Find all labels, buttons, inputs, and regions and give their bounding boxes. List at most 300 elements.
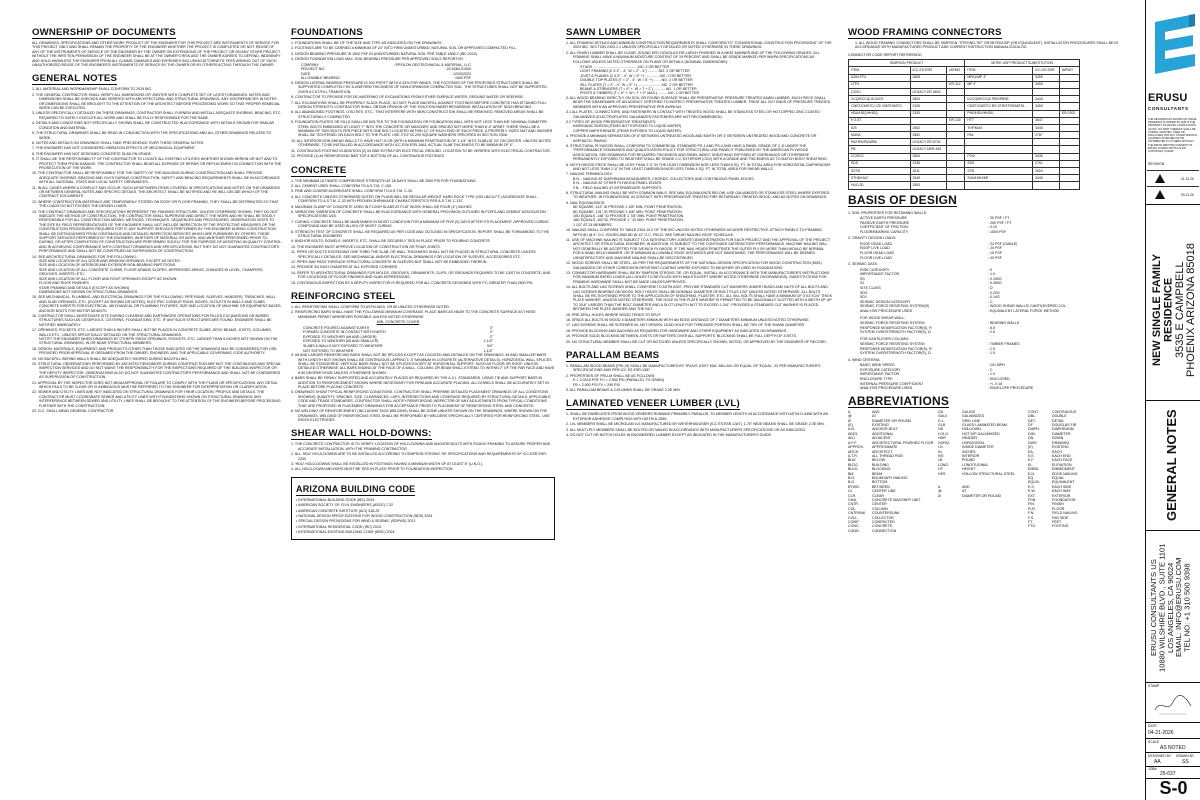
abbreviation-code: E.S. [1028,484,1035,489]
basis-key: SEISMIC FORCE RESISTING SYSTEM [860,320,925,325]
row-value: : 1500 PSF [453,76,471,81]
table-row [849,146,1080,153]
basis-value: : WOOD SHEAR WALLS/ CANTILEVERED COL. [988,304,1067,309]
abbreviation-code: DET. [1028,418,1036,423]
abbreviation-meaning: HORIZONTAL [962,440,985,445]
note-item: 5. DRAWINGS SHOW TYPICAL REINFORCING CONDITIONS. CONTRACTOR SHALL PREPARE DETAILED PLACEMENT DRAWINGS OF ALL CONDITIONS SHOWING QUANTITY, SPACING, SIZE, CLEARANCES, LAPS, INTERSECTIONS AND COVERAGE REQUIRED BY STRUCTURAL DETAILS, APPLICABLE CODE AND TRADE STANDARDS. CONTRACTOR SHALL NOTIFY REINFORCING INSPECTOR OF ANY ADJUSTMENTS FROM TYPICAL CONDITIONS THAT ARE PROPOSED IN PLACEMENT DRAWINGS FOR ACCEPTANCE PRIOR TO PLACEMENT OF REINFORCING STEEL AND CONCRETE. [291,390,551,408]
note-item: 1. ALL MATERIAL AND WORKMANSHIP SHALL CONFORM TO 2024 IBC. [32,87,153,92]
note-item: 3. UNLESS SPECIFICALLY DETAILED ON THESE DRAWINGS, CONTRACTOR SHALL FURNISH AND INSTALL ADEQUATE SHORING, BRACING, ETC. REQUIRED TO SAFELY EXECUTE ALL WORK AND SHALL BE FULLY RESPONSIBLE FOR THE SAME. [32,111,282,120]
table-cell: 3445 [1033,124,1060,131]
table-cell: 2105 [910,103,947,110]
table-row [849,117,1080,124]
table-row [849,160,1080,167]
row-key: SLABS & WALLS NOT EXPOSED TO WEATHER [303,344,383,349]
abbreviation-meaning: COLUMN [872,506,888,511]
abbreviation-code: EMBD. [1028,467,1040,472]
abbreviation-meaning: FIELD NAILING [1052,511,1078,516]
basis-row [848,256,1078,261]
abbreviation-meaning: DETAIL [1052,418,1065,423]
connector-rows [849,74,1080,189]
project-address: 3535 E CAMPBELL [1173,261,1186,359]
table-cell: HUC/JD [849,182,911,189]
basis-section-title: FOR CANTILEVER COLUMN: [860,336,909,341]
table-cell: SDS [965,160,1033,167]
abbreviation-code [938,529,958,533]
sheet-title: GENERAL NOTES [1164,409,1179,521]
note-item: 3. FINE AND COARSE AGGREGATE SHALL CONFORM TO A.S.T.M. C-33. [291,189,413,194]
abbreviation-meaning: CENTER LINE [872,489,896,494]
basis-key: SITE CLASS [860,285,881,290]
note-item: 1. FOUNDATIONS SHALL BE OF THE SIZE AND TYPE AS INDICATED ON THE DRAWINGS. [291,41,443,45]
table-cell: 2604 [1033,168,1060,175]
abbreviation-meaning: BUILDING [872,462,889,467]
table-cell: 3445 [1033,175,1060,182]
note-item: 3.1 ALL PLATES, CONNECTORS, AND FASTENERS IN CONTACT WITH TREATED WOOD SHALL BE STAINLESS STEEL OR HOT-DIPPED ZINC COATED GALVANIZED (ELECTROPLATED GALVANIZED FASTENERS ARE NOT RECOMMENDED). [566,110,820,119]
sheet-number: S-0 [1159,778,1188,798]
revision-row [1147,186,1199,203]
stamp-label: STAMP [1148,684,1160,688]
lumber-grade-row: BEAMS & STRINGERS (T = 5" +, W > T + 2") ............NO. 1 OR BETTER [580,87,697,92]
abbreviation-meaning: HEIGHT [962,467,976,472]
basis-key: ROOF LIVE LOAD [860,246,890,251]
abbreviation-code: @ [938,489,942,494]
abbreviations-grid [848,410,1138,533]
note-item: 6. VIBRATION: VIBRATION OF CONCRETE SHALL BE IN ACCORDANCE WITH GENERAL PROVISION OUTLINED IN PORTLAND CEMENT ASSOCIATION SPECIFICATIONS 3/18. [291,209,546,219]
abbreviation-code: HDR [938,436,946,441]
row-value: 1-1/2" [483,348,493,353]
basis-row [848,230,1078,235]
table-cell [965,146,1033,153]
connector-head-simpson: SIMPSON PRODUCT [849,60,965,67]
abbreviation-code: B.N. [848,475,855,480]
abbreviation-code: BLDG. [848,462,859,467]
building-code-heading: ARIZONA BUILDING CODE [296,483,416,494]
table-cell: 2604 [910,153,947,160]
abbreviation-code: E.W. [1028,489,1036,494]
row-key: ALLOWABLE BEARING [301,76,340,81]
lumber-grade-row: DOUBLE TOP PLATES (T = 2" - 4", W = 5" +) ........NO. 2 OR BETTER [580,78,693,83]
table-cell: CMST/CMSTC/ CS/ CMST/MSTC [849,103,911,110]
note-item: 2. FOOTINGS ARE TO BE CARRIED A MINIMUM OF 24" INTO FIRM UNDISTURBED, NATURAL SOIL OR APPROVED COMPACTED FILL. [291,46,517,51]
abbreviation-code: CLR. [848,493,857,498]
abbreviation-code: COLL. [848,515,859,520]
table-cell: PHD/HDU/HHDU [965,110,1033,117]
basis-key: SD1 [860,295,867,300]
abbreviation-code: DIAPH. [1028,427,1040,432]
abbreviation-code: H.D.G. [938,431,949,436]
abbreviation-code: HT. [938,467,944,472]
table-cell [947,175,965,182]
basis-key: EXPOSURE CATEGORY [860,367,901,372]
table-cell: ER-112 [947,81,965,88]
abbreviation-code: CL [848,489,853,494]
parallam-list [566,364,832,392]
abbreviation-meaning: DRAWING [1052,440,1070,445]
column-2 [291,22,555,794]
table-cell: PB [849,146,911,153]
table-row [849,74,1080,81]
basis-row [848,386,1078,391]
abbreviation-code: @ [848,414,852,419]
basis-key: SEISMIC FORCE RESISTING SYSTEM(S) [860,304,930,309]
note-item: • AMERICAN SOCIETY OF CIVIL ENGINEERS (ASCE) 7-22 [296,503,394,508]
table-cell: 2330 [910,110,947,117]
abbreviation-meaning: EXISTING [1052,445,1069,450]
table-cell [910,81,947,88]
abbreviation-meaning: EACH SIDE [1052,484,1072,489]
holdown-list [291,442,555,471]
row-key: CONCRETE POURED AGAINST EARTH [303,325,370,330]
abbreviation-meaning: AT [872,414,877,419]
table-row [849,88,1080,95]
note-item: 21. APPROVAL BY THE INSPECTOR DOES NOT MEAN APPROVAL OF FAILURE TO COMPLY WITH THE PLANS OR SPECIFICATIONS. ANY DETAIL WHICH FAILS TO BE CLEAR OR IS AMBIGUOUS MUST BE REFERRED TO THE ENGINEER FOR INTERPRETATION OR CLARIFICATION. [32,380,278,390]
row-key: COMPANY [301,62,319,67]
abbreviation-code: E.F. [1028,458,1035,463]
abbreviation-code: EL. [1028,462,1034,467]
sawn-lumber-heading: SAWN LUMBER [566,27,641,38]
abbreviation-meaning: DIAMETER OR ROUND [962,493,1002,498]
abbreviation-code: BLW [848,458,856,463]
note-item: 10. THE CONTRACTOR SHALL BE RESPONSIBLE FOR THE SAFETY OF THE BUILDING DURING CONSTRUCTION AND SHALL PROVIDE ADEQUATE SHORING, BRACING AND GUYS DURING CONSTRUCTION. SAFETY AND BRACING REQUIREMENTS SHALL BE IN ACCORDANCE WITH ALL NATIONAL, STATE AND LOCAL SAFETY ORDINANCES. [32,171,280,185]
abbreviation-code: FDN [1028,497,1036,502]
abbreviation-meaning: FOOTING [1052,524,1069,529]
basis-value: : ENCLOSED [988,377,1010,382]
scale-value: AS NOTED [1160,745,1186,751]
abbreviation-meaning: ADJACENT [872,436,891,441]
note-item: 2. THE GENERAL CONTRACTOR SHALL VERIFY ALL DIMENSIONS OR JOINTER WITH COMPLETE SET OF LATEST DRAWINGS, NOTES AND DIMENSIONS SHALL BE CHECKED AND VERIFIED WITH ARCHITECTURAL AND STRUCTURAL DRAWINGS. ANY DISCREPANCIES IN NOTES OR DIMENSIONS SHALL BE BROUGHT TO THE ATTENTION OF THE ARCHITECT BEFORE PROCEEDING WORK SO THAT PROPER REMEDIAL WORK CAN BE EXECUTED. [32,92,281,111]
basis-value: : 101 MPH [988,363,1005,368]
abbreviation-code: HORIZ. [938,440,951,445]
table-cell [947,124,965,131]
note-item: 14. ALL BOLTS AND LAG SCREWS SHALL CONFORM TO ASTM A307. PROVIDE STANDARD CUT WASHERS UNDER HEADS AND NUTS OF ALL BOLTS AND LAG SCREWS BEARING ON WOOD. BOLT HOLES SHALL BE NOMINAL DIAMETER OF BOLT PLUS 1/32" UNLESS NOTED OTHERWISE. ALL BOLTS SHALL BE RE-TIGHTENED PRIOR TO THE APPLICATION OF SHEATHING, PLASTER, ETC. ALL SILL BOLTS SHALL HAVE A MINIMUM OF 3"X3"X1/4" THICK PLATE WASHER. UNLESS NOTED OTHERWISE, THE HOLE IN THE PLATE WASHER IS PERMITTED TO BE DIAGONALLY SLOTTED WITH A WIDTH OF UP TO 3/16" LARGER THAN THE BOLT DIAMETER AND A SLOT LENGTH NOT TO EXCEED 1-3/4", PROVIDED A STANDARD CUT WASHER IS PLACED BETWEEN THE PLATE WASHER AND THE NUT. [566,285,832,312]
note-item: 11. CONTINUOUS FOOTING IN ADDITION (2) #4 BAR EXTRA FOR ELECTRICAL GROUND. LOCATION TO BE VERIFIED WITH ELECTRICAL CONTRACTOR. [291,148,551,153]
table-cell: 2236 [910,160,947,167]
abbreviation-meaning: INCHES [962,449,976,454]
sawn-lumber-list-2 [566,96,832,344]
table-row [849,110,1080,117]
table-cell: THF/MUS [965,124,1033,131]
abbreviation-meaning: FEET [1052,520,1062,524]
abbreviation-meaning: EQUIVALENT [1052,480,1075,485]
note-item: 1. ALL FRAMING DETAILS AND MINIMUM CONSTRUCTION REQUIREMENTS SHALL CONFORM TO "CONVENTIONAL CONSTRUCTION PROVISIONS" OF THE 2024 IBC, SECTION 2303.1.1 UNLESS SPECIFICALLY DETAILED OR NOTED OTHERWISE IN THESE DRAWINGS. [566,41,832,50]
connector-column-header: ITEM [965,67,1033,74]
note-item: 1. THE CONCRETE CONTRACTOR IS TO VERIFY LOCATION OF HOLD-DOWNS AND ANCHOR BOLTS WITH ROUGH FRAMING TO ASSURE PROPER AND ACCURATE INSTALLATION, WITH THE FRAMING CONTRACTOR. [291,442,551,451]
holdown-heading: SHEAR WALL HOLD-DOWNS: [291,428,432,440]
abbreviation-meaning: EACH [1052,449,1062,454]
note-item: 6. NOTES AND DETAILS ON DRAWINGS SHALL TAKE PRECEDENCE OVER THESE GENERAL NOTES. [32,140,205,145]
note-item: 9. IT SHALL BE THE RESPONSIBILITY OF THE CONTRACTOR TO LOCATE ALL EXISTING UTILITIES WHETHER SHOWN HEREIN OR NOT AND TO PROTECT THEM FROM DAMAGE. THE CONTRACTOR SHALL BEAR ALL EXPENSE OF REPAIR OR REPLACEMENT IN CONNECTION WITH THE PROSECUTION OF THE WORK. [32,157,282,170]
date-value: 04-21-2026 [1148,730,1174,736]
abbreviation-meaning: HOLLOW STRUCTURAL STEEL [962,471,1015,476]
basis-section-title: FOR WOOD SHEAR WALL: [860,315,906,320]
abbreviation-code: LB [938,458,943,463]
table-cell [947,139,965,146]
parallam-heading: PARALLAM BEAMS [566,350,660,361]
abbreviation-meaning: BOTTOM [872,480,888,485]
abbreviation-code: Ø [938,493,941,498]
abbreviation-code: FT. [1028,520,1033,524]
table-cell [1033,88,1060,95]
abbreviation-meaning: EXISTING [872,423,889,428]
basis-key: ANALYSIS PROCEDURE USED [860,308,913,313]
basis-value: : 40 PSF [988,255,1002,260]
note-item: 11. PIPES OR DUCTS EXCEEDING ONE THIRD THE SLAB, OR WALL THICKNESS SHALL NOT BE PLACED IN STRUCTURAL CONCRETE UNLESS SPECIFICALLY DETAILED. SEE MECHANICAL AND/OR ELECTRICAL DRAWINGS FOR LOCATION OF SLEEVES, ACCESSORIES ETC. [291,250,536,259]
abbreviation-code: CONC. [848,524,860,529]
basis-key: RESPONSE MODIFICATION FACTOR(S), R [860,346,932,351]
company-line: TEL NO: +1 310 500 9398 [1182,563,1192,652]
abbreviation-meaning: EXTERIOR [1052,493,1071,498]
basis-value: : II [988,267,992,272]
abbreviation-code: F.N. [1028,511,1035,516]
basis-value: : 1.0 [988,272,995,277]
note-item: 13. PROVIDE 3/4 INCH CHAMFER AT ALL EXPOSED CORNERS. [291,265,399,270]
table-cell: CCQ/ECCQ/ ACA/CE [849,96,911,103]
row-key: NOT EXPOSED TO WEATHER [303,348,354,353]
abbreviation-code: EQUIV. [1028,480,1040,485]
company-line: 10880 WILSHIRE BLVD., SUITE 1101 [1157,543,1167,672]
abbreviation-code: E.E. [1028,453,1035,458]
project-city: PHOENIX ARIZONA 85018 [1185,243,1198,377]
wood-connectors-heading: WOOD FRAMING CONNECTORS [848,27,1002,38]
basis-section-title: 1. SOIL PROPERTIES FOR RETAINING WALLS: [848,210,928,215]
table-cell: 2552 [910,132,947,139]
note-item: 2. ALL 'HDU' HOLD-DOWNS ARE TO BE INSTALLED ACCORDING TO SIMPSON STRONG-TIE SPECIFICATIONS AND REQUIREMENTS OF ICC-ESR ESR-2330. [291,452,548,461]
note-item: 3.2 TYPES OF WOOD PRESERVATIVE TREATMENTS: INORGANIC BORON (ITEMS NOT EXPOSED TO LIQUID WATER). COPPER NAPHTHENATE (ITEMS EXPOSED TO LIQUID WATER). [566,119,683,133]
basis-value: : 1.5 [988,346,995,351]
soils-report-table [291,63,471,81]
note-item: • NATIONAL DESIGN SPECIFICATIONS FOR WOOD CONSTRUCTION (NDS) 2024 [296,513,433,518]
table-cell [965,182,1033,189]
table-cell [1059,175,1079,182]
note-item: 10. THE ENGINEER MUST APPROVE LOCATION OF CONSTRUCTION OR POUR JOINTS. [291,244,441,249]
designed-by-value: AA [1154,759,1161,765]
abbreviation-meaning: EDGE NAILING [1052,471,1078,476]
abbreviation-meaning: EACH WAY [1052,489,1071,494]
basis-key: BASIC WIND SPEED [860,363,895,368]
basis-section-title: 4. WIND CRITERIA: [848,357,881,362]
table-cell: IUS [849,124,911,131]
general-notes-heading: GENERAL NOTES [32,73,118,85]
basis-value: : 2.5 [988,330,995,335]
project-line: RESIDENCE [1162,277,1175,343]
column-4 [848,22,1138,794]
lumber-grades-list [566,65,832,96]
abbreviation-meaning: AT [962,489,967,494]
table-row [849,124,1080,131]
basis-key: SDS [860,290,868,295]
table-cell: 2611 [910,168,947,175]
abbreviation-code: APPROX. [848,445,864,450]
basis-value: : 0.190G [988,276,1002,281]
reinforcing-heading: REINFORCING STEEL [291,291,396,303]
basis-key: SEISMIC FORCE RESISTING SYSTEM [860,342,925,347]
connector-column-header: ICC-ES ESR [910,67,947,74]
abbreviation-meaning: DIAMETER OR ROUND [872,418,912,423]
note-item: 13. CONNECTOR HARDWARE SHALL BE BY SIMPSON STRONG-TIE, OR EQUAL, INSTALL IN ACCORDANCE WITH THE MANUFACTURER'S INSTRUCTIONS FOR MAXIMUM RATED LOADS (ALL HOLES TO BE FILLED WITH NAILS EXCEPT WHERE NOTED OTHERWISE ON DRAWINGS). SUBSTITUTIONS FOR FRAMING HARDWARE SHALL NOT BE MADE UNLESS APPROVED. [566,270,830,284]
basis-key: SYSTEM OVERSTRENGTH FACTOR(S), Ω [860,330,931,335]
table-cell: STHD/HUC [849,175,911,182]
abbreviation-code: (E) [1028,445,1033,450]
table-cell [1033,139,1060,146]
table-cell: SSTB [849,168,911,175]
table-cell: 2549 [910,175,947,182]
basis-key: RESPONSE MODIFICATION FACTOR(S), R [860,325,932,330]
abbreviation-code: & [938,484,941,489]
basis-of-design-list [848,211,1078,391]
divider [1146,722,1200,723]
note-item: 12. WHERE CONSTRUCTION MATERIALS ARE TEMPORARILY STORED ON ROOF OR FLOOR FRAMING, THEY SHALL BE DISTRIBUTED SO THAT THE LOADS DO NOT EXCEED THE DESIGN LOADS. [32,199,279,209]
note-item: 11. USE OF MACHINE NAILING IS SUBJECT TO A SATISFACTORY JOBSITE DEMONSTRATION FOR EACH PROJECT AND THE APPROVAL OF THE PROJECT ARCHITECT OR STRUCTURAL ENGINEER, IN ADDITION, IS SUBJECT TO THE CONTINUED SATISFACTORY PERFORMANCE. MACHINE NAILING WILL NOT GENERALLY BE ACCEPTED FOR 3/8 INCH PLYWOOD. IF THE NAIL HEADS PENETRATE THE OUTER PLY BY MORE THAN WOULD BE NORMAL FOR A HAND HELD HAMMER, OR IF MINIMUM ALLOWABLE EDGE DISTANCES ARE NOT MAINTAINED. THE PERFORMANCE WILL BE DEEMED UNSATISFACTORY AND MACHINE NAILING SHALL BE DISCONTINUED. [566,238,831,260]
abbreviations-heading: ABBREVIATIONS [848,393,950,408]
abbreviation-meaning: HOT DIP GALVANIZED [962,431,1000,436]
basis-value: : BEARING WALLS [988,320,1020,325]
basis-key: ACTIVE EARTH PRESSURE [860,216,907,220]
basis-key: SEISMIC DESIGN CATEGORY [860,299,911,304]
abbreviation-meaning: BLOCKING [872,467,891,472]
basis-row [848,351,1078,356]
cover-rows [303,326,493,354]
abbreviation-code: ARCH [848,449,859,454]
abbreviation-code: A.B. [848,427,855,432]
note-item: 12. WOOD SCREWS SHALL BE STEEL, AS PER THE REQUIREMENTS OF THE NATIONAL DESIGN SPECIFICATION FOR WOOD CONSTRUCTION (NDS). GALVANIZED OR OTHER CORROSION RESISTANT COATING WHERE EXPOSED TO WEATHER OR USED IN FOUNDATIONS. [566,261,823,270]
abbreviation-code: BLKG. [848,467,859,472]
note-item: 9. ANCHOR BOLTS, DOWELS, INSERTS, ETC. SHALL BE SECURELY TIED IN PLACE PRIOR TO POURING CONCRETE. [291,239,491,244]
abbreviation-code: CONT. [1028,409,1039,414]
table-cell [1059,124,1079,131]
table-cell [965,139,1033,146]
abbreviation-meaning: FAR SIDE [1052,515,1069,520]
abbreviation-meaning: CENTER [872,502,887,507]
note-item: 1. SHALL BE FABRICATED FROM WOOD VENEERS RUNNING PRIMARILY PARALLEL TO MEMBER LENGTH IN ACCORDANCE WITH ASTM D-5456 WITH AN EXTERIOR ADHESIVE COMPLYING WITH ASTM D-2559. [566,412,829,421]
foundations-list [291,41,555,62]
abbreviation-meaning: ALL THREAD ROD [872,453,903,458]
basis-value: : 0.059G [988,281,1002,286]
project-line: NEW SINGLE FAMILY [1151,253,1163,367]
note-item: • AMERICAN CONCRETE INSTITUTE (ACI) 318-25 [296,508,380,513]
note-item: 2. ALL FINISH LUMBER SHALL BE CLEAR, SOUND DRY DOUGLAS FIR-LARCH FINISHED IN A NEAT MANNER AND OF THE FOLLOWING GRADES. ALL FRAMING SHALL HAVE A MAXIMUM MOISTURE CONTENT OF 19 PERCENT AND SHALL BE GRADE MARKED PER WWPA SPECIFICATIONS AS FOLLOWS UNLESS NOTED OTHERWISE ON PLANS OR DETAILS (NOMINAL DIMENSIONS): [566,50,820,64]
reinforcing-list [291,305,555,319]
column-3 [566,22,832,794]
reinforcing-list-2 [291,353,555,422]
note-item: 8. ALL ABANDONED FOOTINGS, UTILITIES, ETC., THAT INTERFERE WITH NEW CONSTRUCTION SHALL BE REMOVED. REMOVED AREAS SHALL BE STRUCTURALLY COMPACTED. [291,110,544,119]
basis-key: PASSIVE EARTH PRESSURE [860,220,909,225]
table-cell: 3647 [1033,117,1060,124]
note-item: 3. 'HDU' HOLD-DOWNS SHALL BE INSTALLED IN FOOTINGS HAVING A MINIMUM WIDTH OF AT LEAST 8" (U.N.O.). [291,461,484,466]
row-key: EXPOSED TO WEATHER (#6 AND LARGER) [303,334,377,339]
abbreviation-meaning: EMBEDMENT [1052,467,1075,472]
note-item: 16. CONTRACTOR SHALL INVESTIGATE SITE DURING CLEARING AND EARTHWORK OPERATIONS FOR FILLED EXCAVATIONS OR BURIED STRUCTURES SUCH AS CESSPOOLS, CISTERNS, FOUNDATIONS, ETC. IF ANY SUCH STRUCTURES ARE FOUND, ENGINEER SHALL BE NOTIFIED IMMEDIATELY. [32,313,272,327]
abbreviation-code: DIM. [1028,431,1036,436]
basis-key: RISK CATEGORY [860,267,890,272]
note-item: 23. G.C. SHALL MEAN GENERAL CONTRACTOR. [32,409,115,414]
note-item: 4. DETAILS AND CONDITIONS NOT SPECIFICALLY SHOWN SHALL BE CONSTRUCTED IN ACCORDANCE WITH DETAILS SHOWN FOR SIMILAR CONDITION AND MATERIAL. [32,121,275,130]
table-row [849,139,1080,146]
connector-column-header: IAPMO [1059,67,1079,74]
table-cell [947,88,965,95]
table-cell [1059,103,1079,110]
table-cell [947,110,965,117]
lumber-grade-row: JOIST & PLANKS (2 X 5" - 4", W = 5" +) ...............NO. 2 OR BETTER [580,73,692,78]
note-item: 12. PROVIDE (1) #4 REINFORCING BAR TOP & BOTTOM OF ALL CONTINUOUS FOOTINGS. [291,154,445,159]
abbreviation-code: FLR. [1028,506,1036,511]
abbreviation-meaning: GALVANIZED [962,414,985,419]
basis-value: : 30 PSF / FT [988,216,1010,220]
basis-row [848,330,1078,335]
table-cell [1059,139,1079,146]
table-cell [947,74,965,81]
note-item: • SPECIAL DESIGN PROVISIONS FOR WIND & SEISMIC (SDPWS) 2021 [296,519,416,524]
building-code-box [291,477,555,540]
job-value: 25-037 [1160,771,1176,777]
table-cell: LEGACY NER-440 [910,146,947,153]
note-item: 8. THE ENGINEER HAS NOT DESIGNED CONCRETE SLAB ON GRADE. [32,151,153,156]
abbreviation-code: I.D. [938,445,944,450]
basis-value: : EQUIVALENT LATERAL FORCE METHOD [988,308,1060,313]
abbreviation-meaning: GLUED LAMINATED BEAM [962,423,1007,428]
title-block [1145,0,1200,800]
table-cell [947,132,965,139]
abbreviation-meaning: BEAM [872,471,883,476]
table-cell [1059,96,1079,103]
note-item: 1. THE MINIMUM ULTIMATE COMPRESSIVE STRENGTH AT 28 DAYS SHALL BE 2500 PSI FOR FOUNDATIONS. [291,178,477,183]
note-item: 6. NO WELDING OF REINFORCEMENT (INCLUDING TACK WELDING) SHALL BE DONE UNLESS SHOWN ON THE DRAWINGS. WHERE SHOWN ON THE DRAWINGS, WELDING OF REINFORCING STEEL SHALL BE PERFORMED BY WELDERS SPECIFICALLY CERTIFIED FOR REINFORCING STEEL. USE E90XX ELECTRODES. [291,409,550,422]
abbreviation-meaning: EACH END [1052,453,1071,458]
basis-value: : +/- 0.18 [988,381,1003,386]
lumber-grade-row: POSTS & TIMBERS (T = 5" +, W = T + 2" MAX.) ..........NO. 1 OR BETTER [580,91,700,96]
basis-key: ANALYSIS PROCEDURE USED [860,386,913,391]
table-cell: 2761 [1033,160,1060,167]
connector-column-header: ITEM [849,67,911,74]
table-cell: 3455 [1033,74,1060,81]
sawn-lumber-list [566,41,832,64]
basis-value: : 20 PSF [988,246,1002,251]
revision-triangle-icon [1155,174,1165,183]
basis-value: : 0.10 [988,225,997,230]
note-item: 8. STRENGTH TEST OF CONCRETE SHALL BE REQUIRED AS PER CODE AND OUTLINED IN SPECIFICATION. REPORT SHALL BE FORWARDED TO THE STRUCTURAL ENGINEER. [291,229,549,238]
note-item: 3. ALL MULTI-PLY MEMBERS SHALL BE BOLTED OR NAILED IN ACCORDANCE WITH MANUFACTURERS SPECIFICATIONS OR AS INDICATED. [566,427,807,432]
basis-value: : 15 PSF [988,250,1002,255]
note-item: 19. NO BACKFILL BEHIND WALLS SHALL BE ADEQUATELY SHORED DURING BACKFILLING. [32,356,189,361]
table-cell: LEGACY ER-5704 [910,139,947,146]
row-key: EXPOSED TO WEATHER (#5 AND SMALLER) [303,339,379,344]
table-cell [1033,110,1060,117]
row-value: 1-1/2" [483,339,493,344]
table-cell [947,96,965,103]
abbreviation-code: E.N. [1028,471,1035,476]
table-cell [947,153,965,160]
table-cell: 2608 [910,74,947,81]
basis-key: SYSTEM OVERSTRENGTH FACTOR(S), Ω [860,351,931,356]
table-cell: CS/SJ [849,88,911,95]
abbreviation-code: DN. [1028,436,1035,441]
table-cell [1059,153,1079,160]
note-item: 7. NAILING TERMINOLOGY: B.N. - NAILING AT DIAPHRAGM BOUNDARIES, CHORDS, COLLECTORS AND CONTINUOUS PANEL EDGES. E.N. - NAILING AT OTHER PLYWOOD PANEL EDGES. F.N. - FIELD NAILING AT INTERMEDIATE SUPPORTS. [566,172,755,190]
abbreviation-code: LONG. [938,462,950,467]
note-item: 2. ALL CEMENT USED SHALL CONFORM TO A.S.T.M. C-150. [291,183,392,188]
abbreviation-meaning: LONGITUDINAL [962,462,989,467]
lvl-list [566,412,832,437]
basis-value: : 250 PSF / FT [988,220,1012,225]
table-cell: SUH/HDH/MF [965,175,1033,182]
row-value: 3/4" [486,344,493,349]
table-cell: 2553 [910,182,947,189]
basis-key: COEFFICIENT OF FRICTION [860,225,908,230]
engineer-signature-icon [1151,688,1195,720]
table-cell: MPA1/MP 3" [965,74,1033,81]
table-cell [965,88,1033,95]
row-value: 3" [489,325,493,330]
abbreviation-code: BM. [848,471,855,476]
